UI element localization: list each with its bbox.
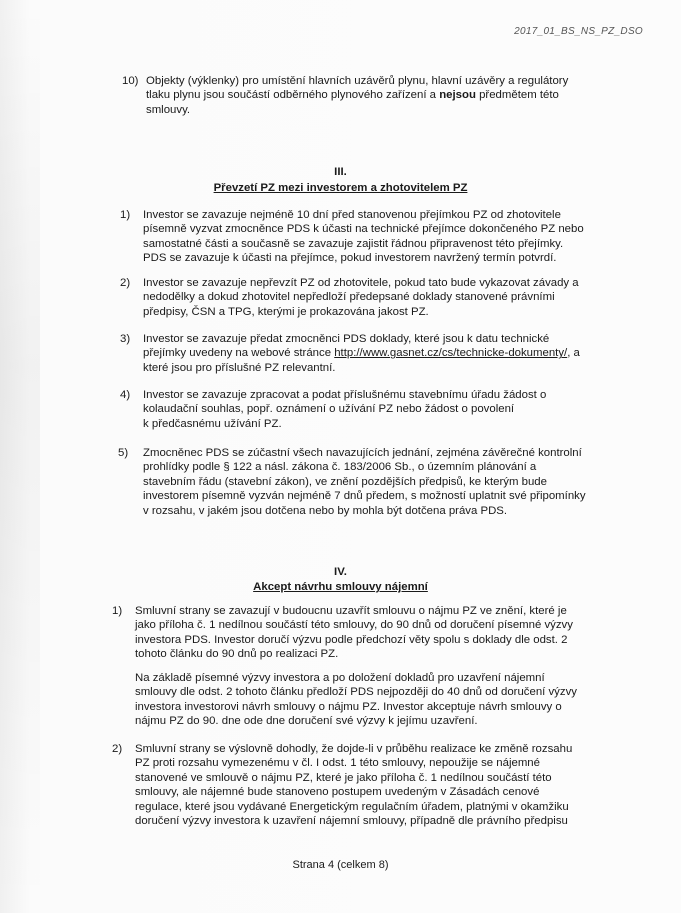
line: prohlídky podle § 122 a násl. zákona č. 183/2006 Sb., o územním plánování a <box>143 461 537 474</box>
item-number: 4) <box>120 389 131 401</box>
line: nedodělky a dokud zhotovitel nepředloží předepsané doklady stanovené právními <box>143 291 555 304</box>
section-iii-item-2 <box>120 276 640 322</box>
item-text <box>135 604 573 662</box>
line: Zmocněnec PDS se zúčastní všech navazujících jednání, zejména závěrečné kontrolní <box>143 447 582 459</box>
item-text <box>143 388 546 431</box>
line: Investor se zavazuje předat zmocněnci PDS doklady, které jsou k datu technické <box>143 333 550 345</box>
item-number: 1) <box>120 209 131 221</box>
line: nájmu PZ do 90. dne ode dne doručení své výzvy k jejímu uzavření. <box>135 715 478 728</box>
section-iii-item-4 <box>120 388 640 434</box>
line: jako příloha č. 1 nedílnou součástí této smlouvy, do 90 dnů od doručení písemné výzvy <box>135 619 573 632</box>
line: stanovené ve smlouvě o nájmu PZ, které je jako příloha č. 1 nedílnou součástí této <box>135 771 552 784</box>
line: Na základě písemné výzvy investora a po doložení dokladů pro uzavření nájemní <box>135 672 545 684</box>
line: investora investorovi návrh smlouvy o nájmu PZ. Investor akceptuje návrh smlouvy o <box>135 700 562 713</box>
line: Investor se zavazuje nejméně 10 dní před stanovenou přejímkou PZ od zhotovitele <box>143 209 561 221</box>
technical-documents-link[interactable]: http://www.gasnet.cz/cs/technicke-dokumenty/ <box>334 347 568 360</box>
line: regulace, které jsou vydávané Energetickým regulačním úřadem, platnými v okamžiku <box>135 800 569 813</box>
section-iii-item-3 <box>120 332 640 378</box>
document-code: 2017_01_BS_NS_PZ_DSO <box>514 26 643 37</box>
section-iii-item-5 <box>118 446 648 522</box>
section-iv-item-2 <box>112 742 652 832</box>
line: smlouvy, ale nájemné bude stanoveno postupem uvedeným v Zásadách cenové <box>135 786 540 799</box>
line: smlouvy. <box>146 103 191 116</box>
line: písemně vyzvat zmocněnce PDS k účasti na technické přejímce dokončeného PZ nebo <box>143 223 584 236</box>
section-iv-item-1-paragraph-2 <box>135 671 577 729</box>
line: předpisy, ČSN a TPG, kterými je prokazována jakost PZ. <box>143 305 429 318</box>
item-number: 3) <box>120 333 131 345</box>
item-text <box>143 332 580 375</box>
section-iv-number: IV. <box>334 566 347 578</box>
line: smlouvy dle odst. 2 tohoto článku předloží PDS nejpozději do 40 dnů od doručení výzvy <box>135 686 577 699</box>
line: Objekty (výklenky) pro umístění hlavních uzávěrů plynu, hlavní uzávěry a regulátory <box>146 75 569 87</box>
line: investorem písemně vyzván nejméně 7 dnů předem, s možností uplatnit své připomínky <box>143 490 586 503</box>
line: které jsou pro příslušné PZ relevantní. <box>143 361 336 374</box>
line: tlaku plynu jsou součástí odběrného plynového zařízení a nejsou předmětem této <box>146 89 559 102</box>
item-number: 10) <box>122 75 139 87</box>
line: Smluvní strany se zavazují v budoucnu uzavřít smlouvu o nájmu PZ ve znění, které je <box>135 605 567 617</box>
line: tohoto článku do 90 dnů po realizaci PZ. <box>135 648 339 661</box>
item-number: 2) <box>120 277 131 289</box>
line: přejímky uvedeny na webové stránce http://www.gasnet.cz/cs/technicke-dokumenty/, a <box>143 347 580 360</box>
line: stavebním řádu (stavební zákon), ve znění pozdějších předpisů, ke kterým bude <box>143 475 547 488</box>
line: PZ proti rozsahu vymezenému v čl. I odst. 1 této smlouvy, nepoužije se nájemné <box>135 757 540 770</box>
item-text <box>143 446 586 518</box>
item-text <box>146 74 568 117</box>
line: v rozsahu, v jakém jsou dotčena nebo by mohla být dotčena práva PDS. <box>143 504 508 517</box>
section-iii-number: III. <box>334 166 347 178</box>
line: investora PDS. Investor doručí výzvu podle předchozí věty spolu s doklady dle odst. 2 <box>135 633 568 646</box>
line: Investor se zavazuje zpracovat a podat příslušnému stavebnímu úřadu žádost o <box>143 389 547 401</box>
section-iv-item-1 <box>112 604 642 664</box>
line: Investor se zavazuje nepřevzít PZ od zhotovitele, pokud tato bude vykazovat závady a <box>143 277 579 289</box>
item-number: 1) <box>112 605 123 617</box>
line: Smluvní strany se výslovně dohodly, že dojde-li v průběhu realizace ke změně rozsahu <box>135 743 573 755</box>
item-text <box>143 208 584 266</box>
line: PDS se zavazuje k účasti na přejímce, pokud investorem navržený termín potvrdí. <box>143 252 557 265</box>
item-number: 5) <box>118 447 129 459</box>
line: doručení výzvy investora k uzavření nájemní smlouvy, případně dle právního předpisu <box>135 815 568 828</box>
section-ii-item-10 <box>122 74 642 120</box>
line: samostatné části a současně se zavazuje zajistit řádnou připravenost této přejímky. <box>143 237 564 250</box>
paper-shadow <box>0 0 40 913</box>
item-number: 2) <box>112 743 123 755</box>
bold-word: nejsou <box>439 89 476 102</box>
section-iii-title: Převzetí PZ mezi investorem a zhotovitelem PZ <box>213 182 468 194</box>
line: k předčasnému užívání PZ. <box>143 417 282 430</box>
page-number: Strana 4 (celkem 8) <box>292 859 389 871</box>
section-iii-item-1 <box>120 208 640 268</box>
line: kolaudační souhlas, popř. oznámení o užívání PZ nebo žádost o povolení <box>143 403 515 416</box>
item-text <box>143 276 579 319</box>
item-text <box>135 742 572 828</box>
section-iv-title: Akcept návrhu smlouvy nájemní <box>253 581 428 593</box>
